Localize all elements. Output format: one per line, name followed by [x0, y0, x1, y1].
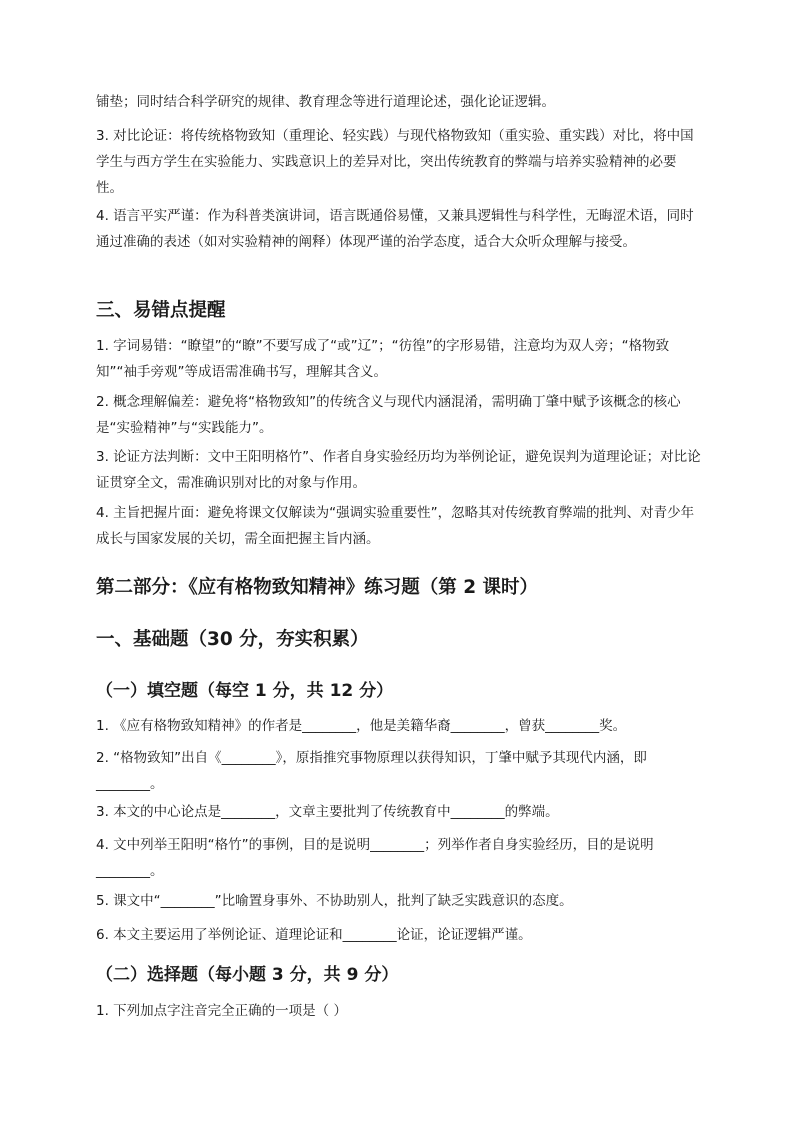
fill-question-3: 3. 本文的中心论点是________，文章主要批判了传统教育中________的弊端。	[96, 804, 559, 820]
analysis-paragraph-3: 4. 语言平实严谨：作为科普类演讲词，语言既通俗易懂，又兼具逻辑性与科学性，无晦涩术语，同时通过准确的表述（如对实验精神的阐释）体现严谨的治学态度，适合大众听众理解与接受。	[96, 208, 694, 250]
analysis-paragraph-2: 3. 对比论证：将传统格物致知（重理论、轻实践）与现代格物致知（重实验、重实践）对比，将中国学生与西方学生在实验能力、实践意识上的差异对比，突出传统教育的弊端与培养实验精神的必要性。	[96, 128, 694, 196]
choice-heading: （二）选择题（每小题 3 分，共 9 分）	[96, 965, 399, 985]
basic-questions-heading: 一、基础题（30 分，夯实积累）	[96, 629, 369, 650]
error-item-4: 4. 主旨把握片面：避免将课文仅解读为“强调实验重要性”，忽略其对传统教育弊端的批判、对青少年成长与国家发展的关切，需全面把握主旨内涵。	[96, 505, 695, 547]
choice-question-1: 1. 下列加点字注音完全正确的一项是（ ）	[96, 1003, 347, 1019]
fill-question-6: 6. 本文主要运用了举例论证、道理论证和________论证，论证逻辑严谨。	[96, 927, 532, 943]
fill-question-5: 5. 课文中“________”比喻置身事外、不协助别人，批判了缺乏实践意识的态度。	[96, 893, 573, 909]
fill-blank-heading: （一）填空题（每空 1 分，共 12 分）	[96, 681, 394, 701]
error-item-2: 2. 概念理解偏差：避免将“格物致知”的传统含义与现代内涵混淆，需明确丁肇中赋予该概念的核心是“实验精神”与“实践能力”。	[96, 394, 681, 436]
part-two-title: 第二部分：《应有格物致知精神》练习题（第 2 课时）	[96, 577, 539, 598]
fill-question-1: 1. 《应有格物致知精神》的作者是________，他是美籍华裔________，曾获________奖。	[96, 718, 627, 734]
error-item-3: 3. 论证方法判断：文中王阳明格竹”、作者自身实验经历均为举例论证，避免误判为道理论证；对比论证贯穿全文，需准确识别对比的对象与作用。	[96, 449, 701, 491]
error-item-1: 1. 字词易错：“瞭望”的“瞭”不要写成了“或”辽”；“彷徨”的字形易错，注意均为双人旁；“格物致知”“袖手旁观”等成语需准确书写，理解其含义。	[96, 338, 670, 380]
fill-question-2: 2. “格物致知”出自《________》，原指推究事物原理以获得知识，丁肇中赋予其现代内涵，即________。	[96, 750, 647, 792]
analysis-paragraph-1: 铺垫；同时结合科学研究的规律、教育理念等进行道理论述，强化论证逻辑。	[96, 94, 555, 110]
fill-question-4: 4. 文中列举王阳明“格竹”的事例，目的是说明________；列举作者自身实验经历，目的是说明________。	[96, 837, 654, 879]
section-heading-errors: 三、易错点提醒	[96, 300, 226, 321]
